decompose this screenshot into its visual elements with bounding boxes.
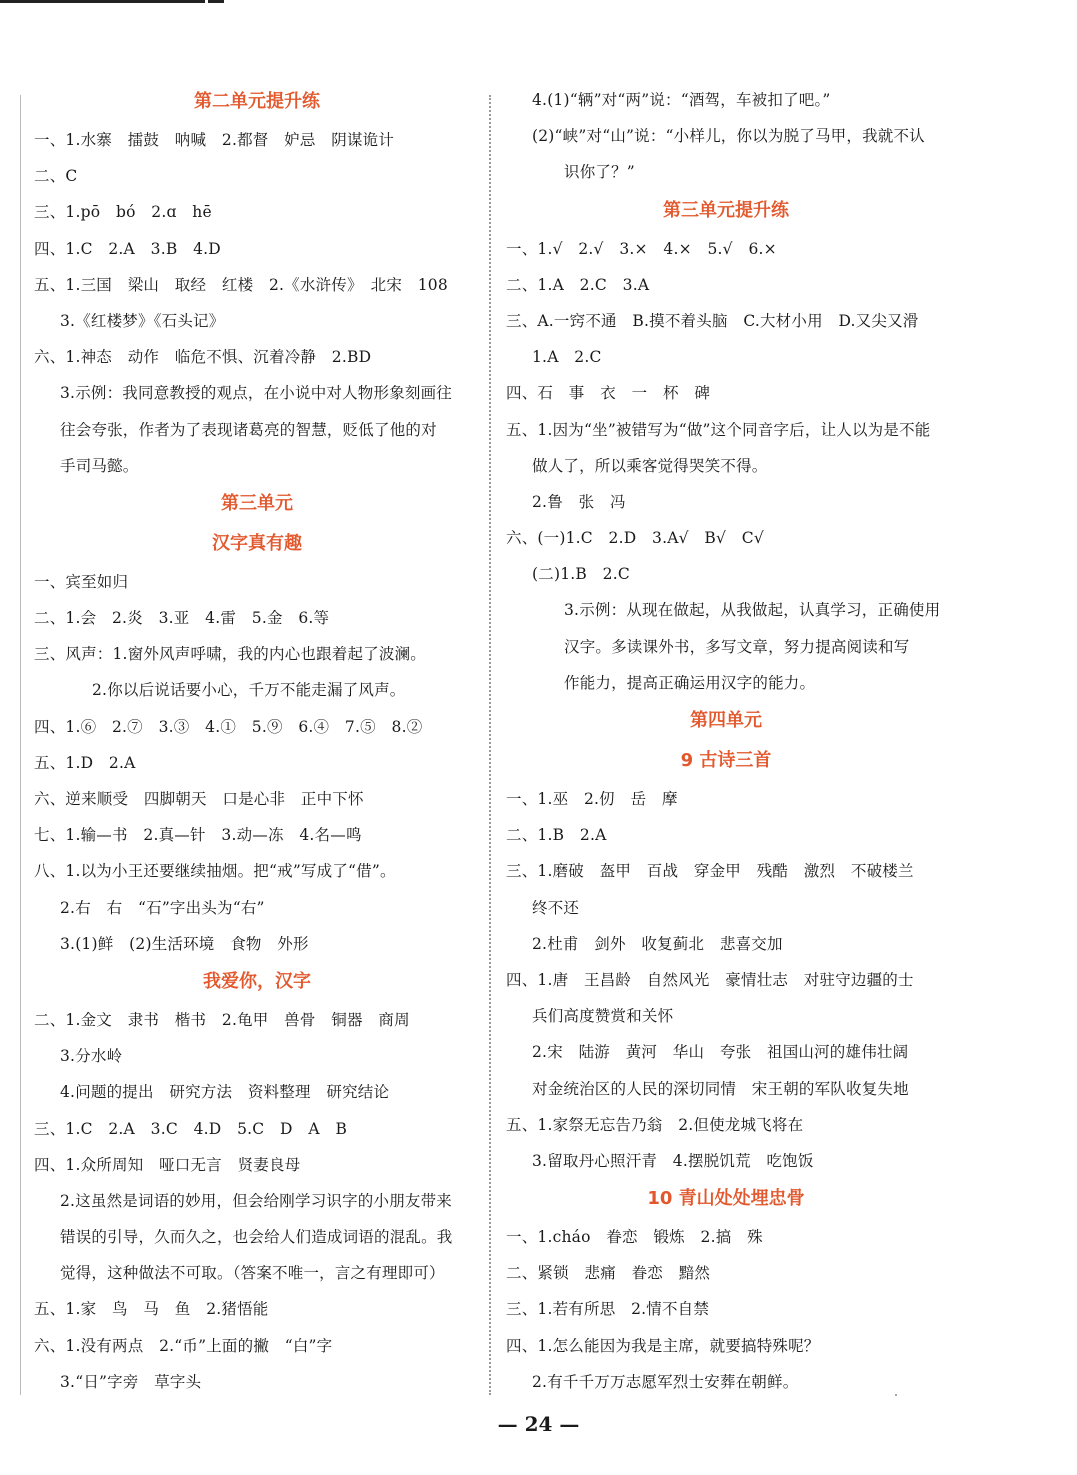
answer-line: 六、(一)1.C 2.D 3.A√ B√ C√ (506, 529, 764, 548)
answer-line: 终不还 (532, 898, 580, 917)
answer-line: 2.有千千万万志愿军烈士安葬在朝鲜。 (532, 1372, 799, 1391)
left-column (34, 82, 480, 1400)
answer-line: 2.鲁 张 冯 (532, 492, 626, 511)
answer-line: 二、1.A 2.C 3.A (506, 275, 650, 294)
answer-line: 3.示例：从现在做起，从我做起，认真学习，正确使用 (564, 601, 941, 620)
answer-line: 六、逆来顺受 四脚朝天 口是心非 正中下怀 (34, 790, 364, 808)
answer-line: 五、1.家祭无忘告乃翁 2.但使龙城飞将在 (506, 1115, 804, 1134)
answer-line: 二、1.金文 隶书 楷书 2.龟甲 兽骨 铜器 商周 (34, 1010, 410, 1029)
answer-line: 三、1.C 2.A 3.C 4.D 5.C D A B (34, 1119, 348, 1138)
answer-line: 六、1.神态 动作 临危不惧、沉着冷静 2.BD (34, 348, 372, 367)
answer-line: 三、风声：1.窗外风声呼啸，我的内心也跟着起了波澜。 (34, 645, 426, 664)
section-title: 第三单元 (221, 492, 293, 514)
answer-line: 三、1.磨破 盔甲 百战 穿金甲 残酷 激烈 不破楼兰 (506, 862, 914, 881)
answer-line: 2.右 右 “石”字出头为“右” (60, 898, 265, 917)
section-title: 9 古诗三首 (680, 750, 772, 771)
answer-line: 六、1.没有两点 2.“币”上面的撇 “白”字 (34, 1336, 333, 1355)
section-title: 第四单元 (690, 710, 762, 731)
answer-line: 四、1.C 2.A 3.B 4.D (34, 239, 221, 258)
answer-line: 1.A 2.C (532, 348, 602, 367)
answer-line: 3.“日”字旁 草字头 (60, 1372, 202, 1391)
answer-line: 四、1.⑥ 2.⑦ 3.③ 4.① 5.⑨ 6.④ 7.⑤ 8.② (34, 717, 423, 736)
answer-line: 3.留取丹心照汗青 4.摆脱饥荒 吃饱饭 (532, 1151, 814, 1170)
answer-line: 对金统治区的人民的深切同情 宋王朝的军队收复失地 (532, 1079, 909, 1098)
answer-line: 二、紧锁 悲痛 眷恋 黯然 (506, 1264, 711, 1283)
answer-line: 2.宋 陆游 黄河 华山 夸张 祖国山河的雄伟壮阔 (532, 1043, 909, 1062)
left-margin-rule (20, 95, 21, 1395)
answer-line: 一、宾至如归 (34, 572, 129, 591)
answer-line: 一、1.水寨 擂鼓 呐喊 2.都督 妒忌 阴谋诡计 (34, 131, 395, 149)
answer-line: 汉字。多读课外书，多写文章，努力提高阅读和写 (564, 637, 910, 656)
top-rule-short (208, 0, 224, 3)
answer-line: 二、1.B 2.A (506, 826, 607, 845)
right-column (506, 82, 946, 1400)
answer-line: 三、A.一窍不通 B.摸不着头脑 C.大材小用 D.又尖又滑 (506, 311, 919, 330)
answer-line: 3.《红楼梦》《石头记》 (60, 311, 225, 330)
page-number: — 24 — (497, 1412, 580, 1436)
answer-line: 三、1.pō bó 2.ɑ hē (34, 203, 212, 222)
answer-line: 四、1.唐 王昌龄 自然风光 豪情壮志 对驻守边疆的士 (506, 970, 914, 989)
answer-line: 2.这虽然是词语的妙用，但会给刚学习识字的小朋友带来 (60, 1191, 452, 1210)
scan-speck (895, 1394, 897, 1396)
section-title: 第三单元提升练 (663, 199, 789, 221)
answer-line: 四、1.怎么能因为我是主席，就要搞特殊呢？ (506, 1336, 820, 1355)
answer-line: 五、1.因为“坐”被错写为“做”这个同音字后，让人以为是不能 (506, 420, 931, 439)
answer-line: 一、1.√ 2.√ 3.× 4.× 5.√ 6.× (506, 239, 777, 258)
answer-line: 错误的引导，久而久之，也会给人们造成词语的混乱。我 (60, 1228, 453, 1247)
answer-line: 3.(1)鲜 (2)生活环境 食物 外形 (60, 934, 309, 953)
answer-line: 一、1.cháo 眷恋 锻炼 2.搞 殊 (506, 1228, 763, 1247)
answer-line: 2.你以后说话要小心，千万不能走漏了风声。 (92, 681, 406, 700)
answer-line: 兵们高度赞赏和关怀 (532, 1007, 674, 1026)
answer-line: 五、1.三国 梁山 取经 红楼 2.《水浒传》 北宋 108 (34, 275, 448, 294)
answer-line: 四、1.众所周知 哑口无言 贤妻良母 (34, 1155, 301, 1174)
answer-line: 四、石 事 衣 一 杯 碑 (506, 384, 711, 403)
top-rule (0, 0, 205, 3)
section-title: 汉字真有趣 (212, 532, 302, 554)
answer-line: 五、1.家 鸟 马 鱼 2.猪悟能 (34, 1300, 269, 1319)
answer-line: 手司马懿。 (60, 456, 139, 475)
answer-line: 二、C (34, 167, 78, 186)
answer-line: 二、1.会 2.炎 3.亚 4.雷 5.金 6.等 (34, 609, 330, 628)
answer-line: 2.杜甫 剑外 收复蓟北 悲喜交加 (532, 934, 783, 953)
answer-line: 3.分水岭 (60, 1047, 123, 1066)
answer-line: 七、1.输—书 2.真—针 3.动—冻 4.名—鸣 (34, 826, 362, 845)
section-title: 第二单元提升练 (194, 91, 320, 112)
answer-line: 往会夸张，作者为了表现诸葛亮的智慧，贬低了他的对 (60, 420, 437, 439)
answer-line: 一、1.巫 2.仞 岳 摩 (506, 790, 678, 808)
answer-line: (2)“峡”对“山”说：“小样儿，你以为脱了马甲，我就不认 (532, 127, 925, 146)
answer-line: 觉得，这种做法不可取。（答案不唯一，言之有理即可） (60, 1264, 445, 1283)
answer-line: 识你了？” (564, 163, 635, 182)
answer-line: 八、1.以为小王还要继续抽烟。把“戒”写成了“借”。 (34, 862, 396, 881)
column-divider (489, 95, 491, 1395)
answer-line: (二)1.B 2.C (532, 565, 630, 584)
section-title: 10 青山处处埋忠骨 (647, 1188, 805, 1210)
answer-line: 4.(1)“辆”对“两”说：“酒驾，车被扣了吧。” (532, 91, 831, 109)
answer-line: 3.示例：我同意教授的观点，在小说中对人物形象刻画往 (60, 384, 452, 403)
answer-line: 作能力，提高正确运用汉字的能力。 (564, 673, 816, 692)
answer-line: 五、1.D 2.A (34, 753, 136, 772)
answer-line: 4.问题的提出 研究方法 资料整理 研究结论 (60, 1083, 390, 1102)
answer-line: 做人了，所以乘客觉得哭笑不得。 (532, 456, 768, 475)
answer-line: 三、1.若有所思 2.情不自禁 (506, 1300, 710, 1319)
section-title: 我爱你，汉字 (203, 970, 311, 992)
